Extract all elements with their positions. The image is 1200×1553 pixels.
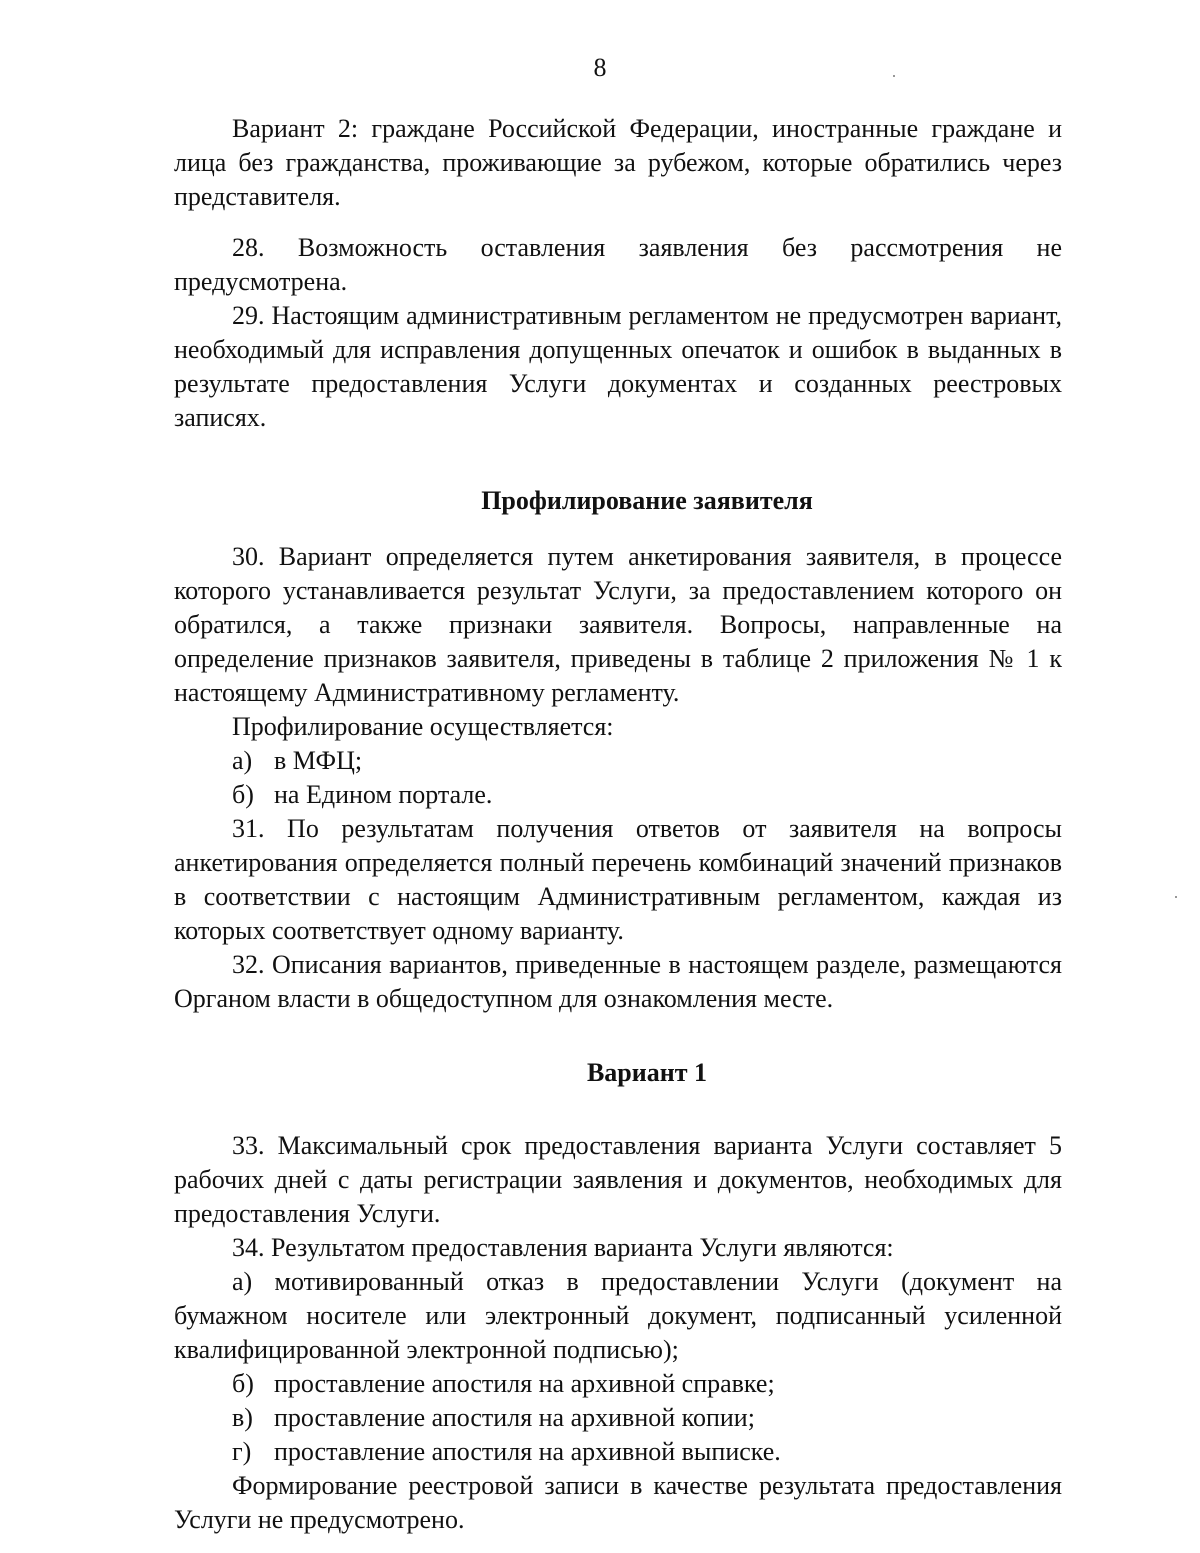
list-item	[232, 1401, 1062, 1435]
paragraph-31: 31. По результатам получения ответов от заявителя на вопросы анкетирования определяется полный перечень комбинаций значений признаков в соответствии с настоящим Административным регламентом, каждая из которых соответствует одному варианту.	[174, 814, 1062, 945]
list-text: проставление апостиля на архивной справке;	[274, 1369, 775, 1398]
paragraph-32: 32. Описания вариантов, приведенные в настоящем разделе, размещаются Органом власти в общедоступном для ознакомления месте.	[174, 950, 1062, 1013]
list-text: на Едином портале.	[274, 780, 493, 809]
paragraph-29: 29. Настоящим административным регламентом не предусмотрен вариант, необходимый для исправления допущенных опечаток и ошибок в выданных в результате предоставления Услуги документах и созданных реестровых записях.	[174, 301, 1062, 432]
heading-variant-1: Вариант 1	[586, 1058, 708, 1087]
paragraph-registry-note: Формирование реестровой записи в качестве результата предоставления Услуги не предусмотрено.	[174, 1471, 1062, 1534]
list-text: в МФЦ;	[274, 746, 363, 775]
paragraph-variant-2: Вариант 2: граждане Российской Федерации, иностранные граждане и лица без гражданства, проживающие за рубежом, которые обратились через представителя.	[174, 114, 1062, 211]
list-marker: а)	[232, 746, 253, 775]
profiling-intro: Профилирование осуществляется:	[232, 712, 614, 741]
list-item	[232, 1367, 1062, 1401]
paragraph-33: 33. Максимальный срок предоставления варианта Услуги составляет 5 рабочих дней с даты регистрации заявления и документов, необходимых для предоставления Услуги.	[174, 1131, 1062, 1228]
page-number: 8	[593, 53, 607, 82]
paragraph-34: 34. Результатом предоставления варианта Услуги являются:	[232, 1233, 894, 1262]
list-marker: г)	[232, 1437, 252, 1466]
list-marker: б)	[232, 1369, 254, 1398]
result-item-a: а) мотивированный отказ в предоставлении Услуги (документ на бумажном носителе или электронный документ, подписанный усиленной квалифицированной электронной подписью);	[174, 1267, 1062, 1364]
list-marker: б)	[232, 780, 254, 809]
list-text: проставление апостиля на архивной копии;	[274, 1403, 755, 1432]
scan-speck	[893, 75, 895, 77]
list-item	[232, 1435, 1062, 1469]
list-marker: в)	[232, 1403, 253, 1432]
list-item	[232, 744, 1062, 778]
paragraph-28: 28. Возможность оставления заявления без рассмотрения не предусмотрена.	[174, 233, 1062, 296]
list-item	[232, 778, 1062, 812]
scan-speck	[1175, 896, 1177, 898]
heading-profiling: Профилирование заявителя	[481, 486, 813, 515]
list-text: проставление апостиля на архивной выписке.	[274, 1437, 781, 1466]
paragraph-30: 30. Вариант определяется путем анкетирования заявителя, в процессе которого устанавливается результат Услуги, за предоставлением которого он обратился, а также признаки заявителя. Вопросы, направленные на определение признаков заявителя, приведены в таблице 2 приложения № 1 к настоящему Административному регламенту.	[174, 542, 1062, 707]
